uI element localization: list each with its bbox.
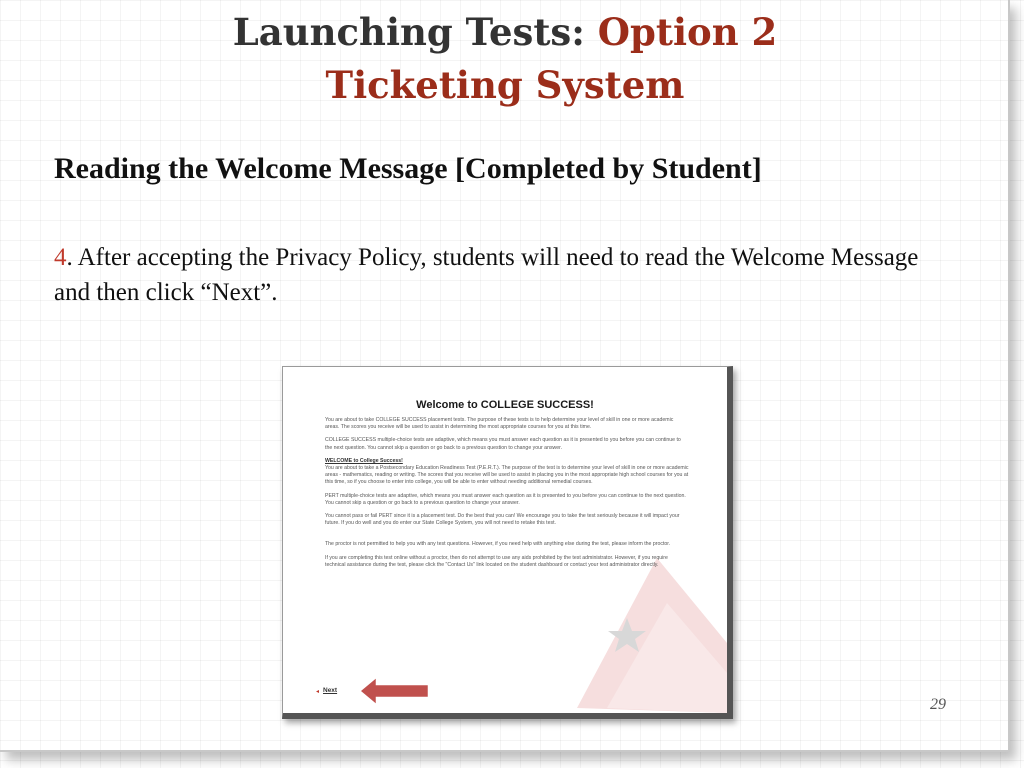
screenshot-welcome-heading: WELCOME to College Success! [325, 457, 403, 464]
slide-subtitle: Reading the Welcome Message [Completed by Student] [54, 152, 762, 185]
screenshot-paragraph: You cannot pass or fail PERT since it is a placement test. Do the best that you can! We encourage you to take the test seriously because it will impact your future. If you do well and you do enter our State College System, you will not need to retake this test. [325, 513, 680, 527]
slide-title [0, 6, 1010, 112]
screenshot-paragraph: If you are completing this test online without a proctor, then do not attempt to use any aids prohibited by the test administrator. However, if you require technical assistance during the test, please click the "Contact Us" link located on the student dashboard or contact your test administrator directly. [325, 554, 668, 568]
step-instruction [54, 240, 934, 310]
step-text: . After accepting the Privacy Policy, students will need to read the Welcome Message and then click “Next”. [54, 244, 919, 306]
page-number: 29 [930, 696, 946, 713]
step-number: 4 [54, 244, 67, 271]
screenshot-paragraph: COLLEGE SUCCESS multiple-choice tests are adaptive, which means you must answer each question as it is presented to you before you can continue to the next question. You cannot skip a question or go back to a previous question to change your answer. [325, 437, 681, 451]
title-plain: Launching Tests: [232, 10, 598, 54]
left-arrow-icon [357, 674, 431, 708]
title-line2: Ticketing System [325, 63, 685, 107]
screenshot-paragraph: You are about to take a Postsecondary Education Readiness Test (P.E.R.T.). The purpose of the test is to determine your level of skill in one or more academic areas - mathematics, reading or writing. The scores that you receive will be used to assist in placing you in the most appropriate high school courses for you at this time, so if you choose to enter into college, you will be able to enter without needing additional remedial courses. [325, 465, 689, 486]
screenshot-paragraph: PERT multiple-choice tests are adaptive, which means you must answer each question as it is presented to you before you can continue to the next question. You cannot skip a question or go back to a previous question to change your answer. [325, 492, 686, 506]
next-bullet-icon: ◂ [316, 689, 320, 695]
screenshot-paragraph: You are about to take COLLEGE SUCCESS placement tests. The purpose of these tests is to help determine your level of skill in one or more academic areas. The scores you receive will be used to assist in determining the most appropriate courses for you at this time. [325, 417, 674, 431]
screenshot-welcome-section [325, 458, 689, 487]
title-accent: Option 2 [597, 10, 778, 54]
welcome-message-screenshot [282, 366, 733, 719]
screenshot-heading: Welcome to COLLEGE SUCCESS! [416, 399, 594, 411]
screenshot-paragraph: The proctor is not permitted to help you with any test questions. However, if you need help with anything else during the test, please inform the proctor. [325, 541, 671, 548]
next-link[interactable]: Next [323, 687, 338, 694]
